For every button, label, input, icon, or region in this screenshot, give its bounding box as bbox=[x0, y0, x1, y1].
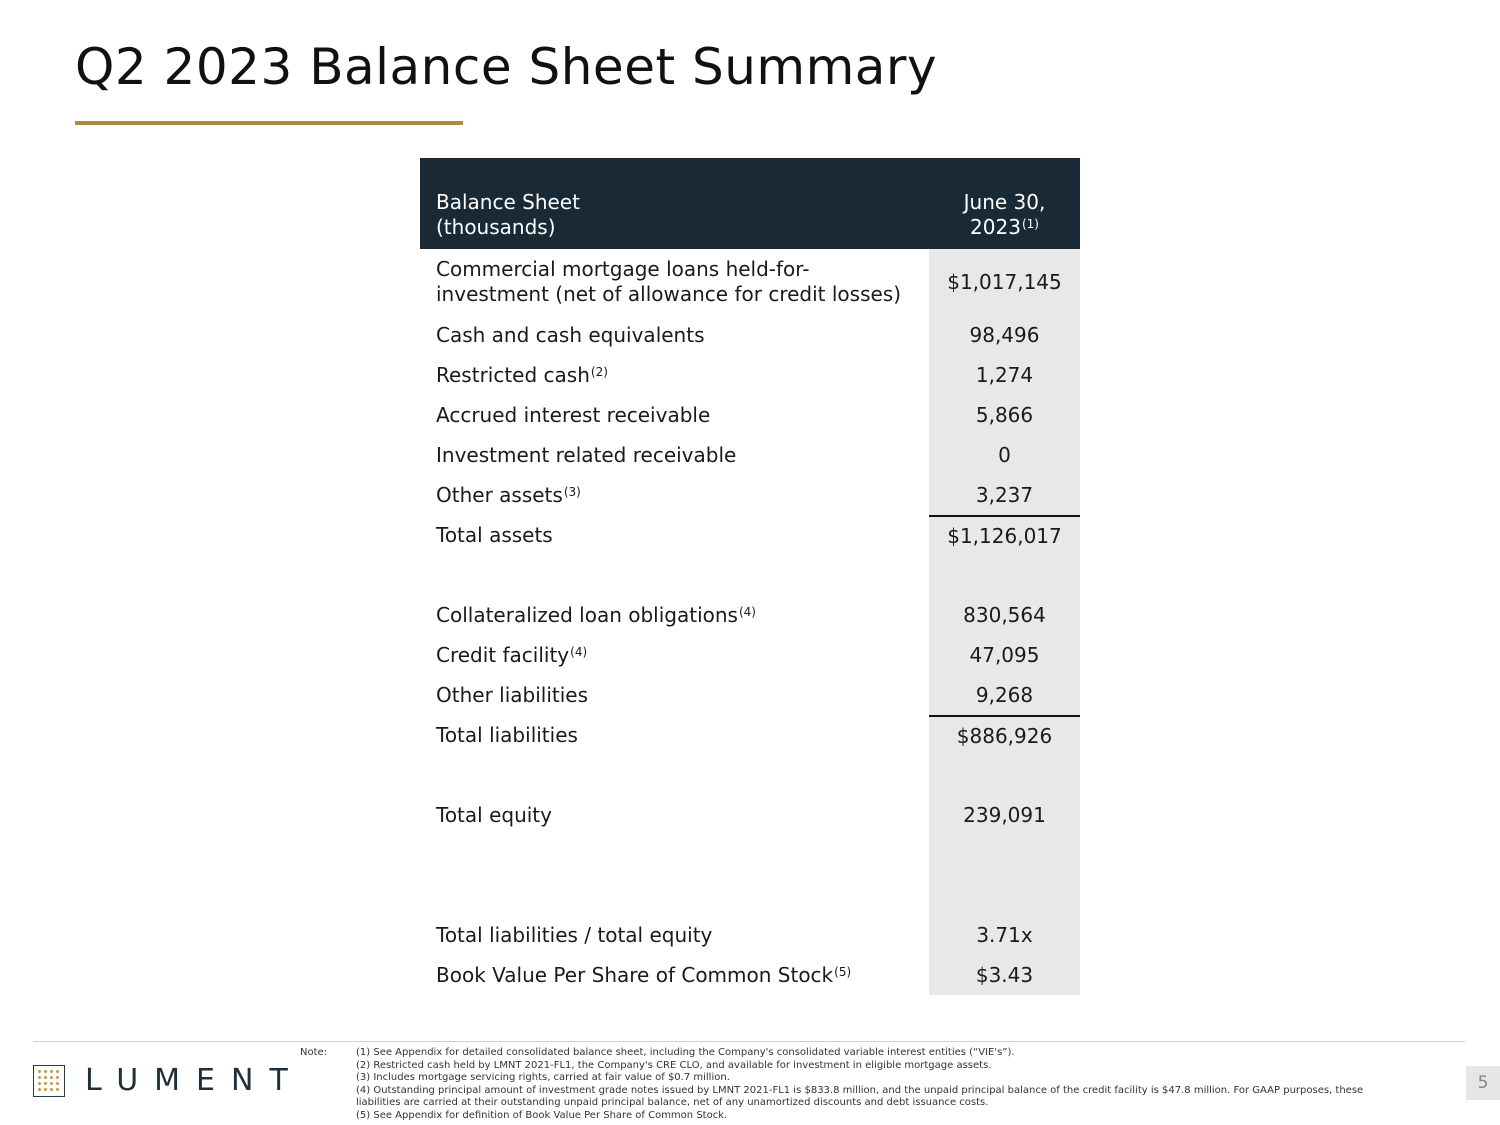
table-row bbox=[420, 915, 1080, 955]
footnote-ref: (4) bbox=[570, 644, 588, 659]
table-row bbox=[420, 675, 1080, 715]
table-row bbox=[420, 355, 1080, 395]
row-value: 3,237 bbox=[929, 475, 1080, 515]
logo-grid-icon bbox=[33, 1065, 65, 1097]
row-label: Restricted cash $^{(2)}$ bbox=[420, 355, 929, 395]
row-value: $886,926 bbox=[929, 715, 1080, 755]
row-label: Book Value Per Share of Common Stock $^{(5)}$ bbox=[420, 955, 929, 995]
page-title: Q2 2023 Balance Sheet Summary bbox=[75, 38, 938, 96]
footnote-ref: (4) bbox=[738, 604, 756, 619]
row-value: 239,091 bbox=[929, 795, 1080, 835]
footnotes bbox=[356, 1047, 1406, 1122]
spacer-row bbox=[420, 835, 1080, 915]
header-label-line1: Balance Sheet bbox=[436, 190, 580, 214]
row-value: $3.43 bbox=[929, 955, 1080, 995]
footnote-ref: (5) bbox=[834, 964, 852, 979]
row-label: Accrued interest receivable bbox=[436, 402, 711, 427]
header-date-cell bbox=[929, 158, 1080, 249]
row-label: Total assets bbox=[436, 522, 553, 547]
row-value: $1,017,145 bbox=[929, 249, 1080, 315]
table-row bbox=[420, 955, 1080, 995]
table-row bbox=[420, 795, 1080, 835]
footnote-3: (3) Includes mortgage servicing rights, carried at fair value of $0.7 million. bbox=[356, 1072, 730, 1083]
row-label: Other assets $^{(3)}$ bbox=[420, 475, 929, 515]
row-value: 47,095 bbox=[929, 635, 1080, 675]
table-row bbox=[420, 635, 1080, 675]
title-underline bbox=[75, 121, 463, 125]
row-label: Cash and cash equivalents bbox=[436, 322, 705, 347]
row-label: Collateralized loan obligations $^{(4)}$ bbox=[420, 595, 929, 635]
row-value: 0 bbox=[929, 435, 1080, 475]
balance-sheet-table bbox=[420, 158, 1080, 995]
table-header bbox=[420, 158, 1080, 249]
logo-wordmark: LUMENT bbox=[85, 1063, 304, 1098]
total-row bbox=[420, 515, 1080, 555]
footnote-1: (1) See Appendix for detailed consolidated balance sheet, including the Company's consolidated variable interest entities (“VIE's”). bbox=[356, 1047, 1015, 1058]
row-value: 5,866 bbox=[929, 395, 1080, 435]
row-label: Investment related receivable bbox=[436, 442, 737, 467]
footnote-2: (2) Restricted cash held by LMNT 2021-FL1, the Company's CRE CLO, and available for investment in eligible mortgage assets. bbox=[356, 1059, 992, 1071]
table-row bbox=[420, 249, 1080, 315]
row-label: Other liabilities bbox=[436, 682, 589, 707]
row-value: 1,274 bbox=[929, 355, 1080, 395]
table-row bbox=[420, 435, 1080, 475]
table-row bbox=[420, 595, 1080, 635]
table-row bbox=[420, 475, 1080, 515]
row-value: 98,496 bbox=[929, 315, 1080, 355]
footnote-4: (4) Outstanding principal amount of investment grade notes issued by LMNT 2021-FL1 is $833.8 million, and the unpaid principal balance of the credit facility is $47.8 million. For GAAP purposes, these liabilities are carried at their outstanding unpaid principal balance, net of any unamortized discounts and debt issuance costs. bbox=[356, 1084, 1364, 1108]
spacer-row bbox=[420, 555, 1080, 595]
row-label: Total equity bbox=[436, 802, 552, 827]
total-row bbox=[420, 715, 1080, 755]
row-label: Total liabilities / total equity bbox=[436, 922, 713, 947]
header-label-line2: (thousands) bbox=[436, 215, 556, 239]
lument-logo bbox=[33, 1063, 304, 1098]
row-label: Commercial mortgage loans held-for- investment (net of allowance for credit losses) bbox=[436, 257, 902, 306]
header-date-line2: 2023$^{(1)}$ bbox=[970, 215, 1039, 239]
footnote-5: (5) See Appendix for definition of Book Value Per Share of Common Stock. bbox=[356, 1109, 728, 1121]
page-number: 5 bbox=[1466, 1066, 1500, 1100]
row-value: 3.71x bbox=[929, 915, 1080, 955]
table-row bbox=[420, 315, 1080, 355]
header-label-cell bbox=[420, 158, 929, 249]
row-label: Total liabilities bbox=[436, 722, 578, 747]
row-value: 830,564 bbox=[929, 595, 1080, 635]
footer-divider bbox=[33, 1041, 1465, 1042]
row-value: 9,268 bbox=[929, 675, 1080, 715]
row-label: Credit facility $^{(4)}$ bbox=[420, 635, 929, 675]
header-date-line1: June 30, bbox=[963, 190, 1046, 214]
footnote-ref: (3) bbox=[563, 484, 581, 499]
footnote-ref: (2) bbox=[590, 364, 608, 379]
note-label: Note: bbox=[300, 1047, 328, 1058]
spacer-row bbox=[420, 755, 1080, 795]
row-value: $1,126,017 bbox=[929, 515, 1080, 555]
table-row bbox=[420, 395, 1080, 435]
footnote-ref: (1) bbox=[1021, 217, 1039, 231]
